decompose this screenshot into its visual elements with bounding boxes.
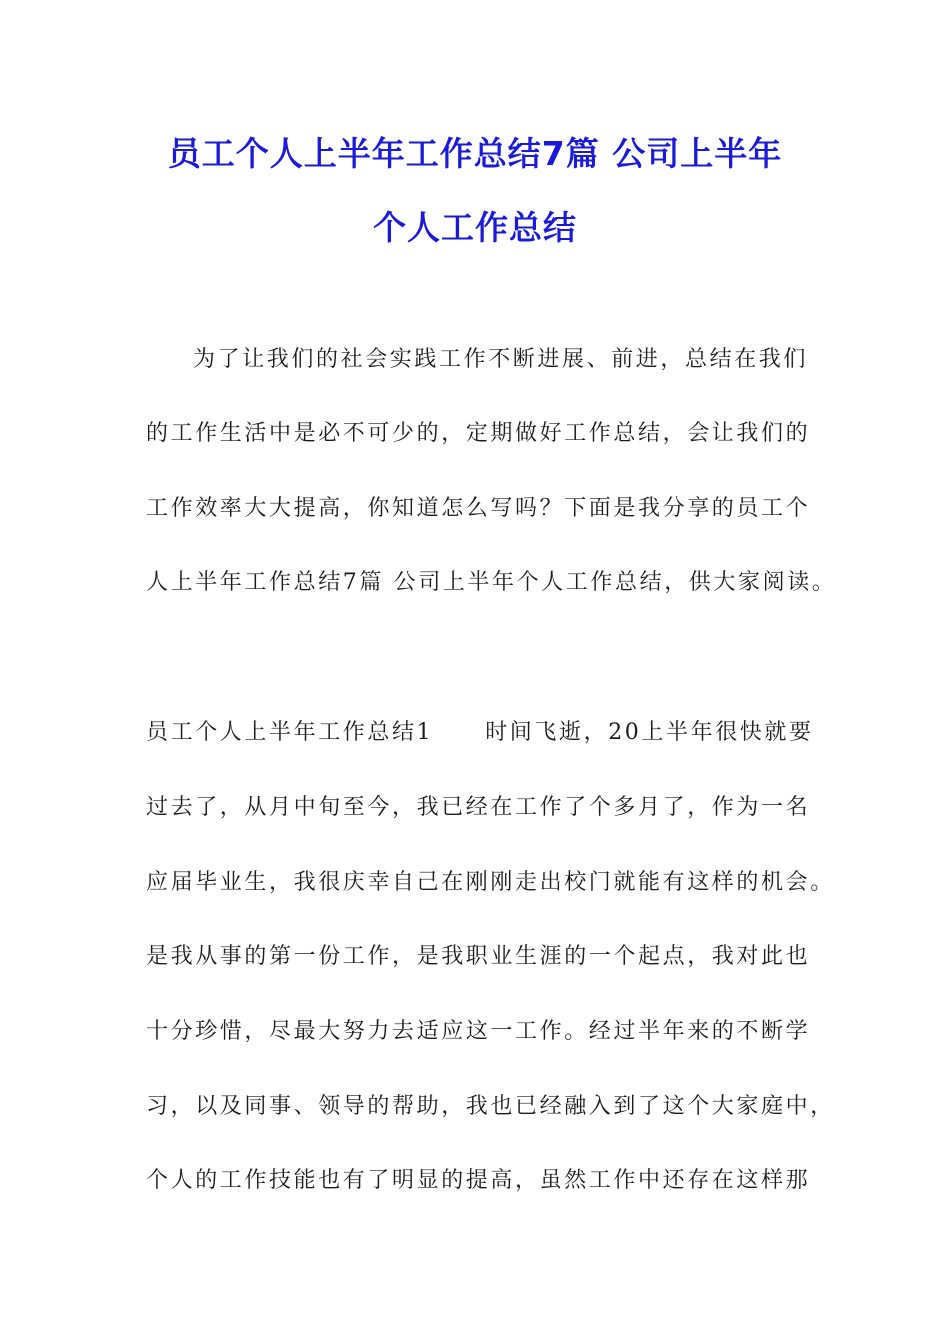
section-heading: 员工个人上半年工作总结1 <box>146 720 434 745</box>
section-line-7: 个人的工作技能也有了明显的提高，虽然工作中还存在这样那 <box>146 1168 811 1193</box>
document-title-line-1: 员工个人上半年工作总结7篇 公司上半年 <box>167 134 783 173</box>
section-line-6: 习，以及同事、领导的帮助，我也已经融入到了这个大家庭中， <box>146 1094 835 1119</box>
section-first-line <box>146 718 814 748</box>
section-line-2: 过去了，从月中旬至今，我已经在工作了个多月了，作为一名 <box>146 795 811 820</box>
document-title-line-2: 个人工作总结 <box>373 208 577 247</box>
intro-line-1: 为了让我们的社会实践工作不断进展、前进，总结在我们 <box>193 347 809 372</box>
section-first-text: 时间飞逝，20上半年很快就要 <box>485 720 814 745</box>
intro-line-2: 的工作生活中是必不可少的，定期做好工作总结，会让我们的 <box>146 421 811 446</box>
section-line-5: 十分珍惜，尽最大努力去适应这一工作。经过半年来的不断学 <box>146 1019 811 1044</box>
intro-line-4: 人上半年工作总结7篇 公司上半年个人工作总结，供大家阅读。 <box>146 570 837 595</box>
section-line-3: 应届毕业生，我很庆幸自己在刚刚走出校门就能有这样的机会。 <box>146 870 835 895</box>
section-line-4: 是我从事的第一份工作，是我职业生涯的一个起点，我对此也 <box>146 944 811 969</box>
intro-line-3: 工作效率大大提高，你知道怎么写吗？下面是我分享的员工个 <box>146 496 811 521</box>
